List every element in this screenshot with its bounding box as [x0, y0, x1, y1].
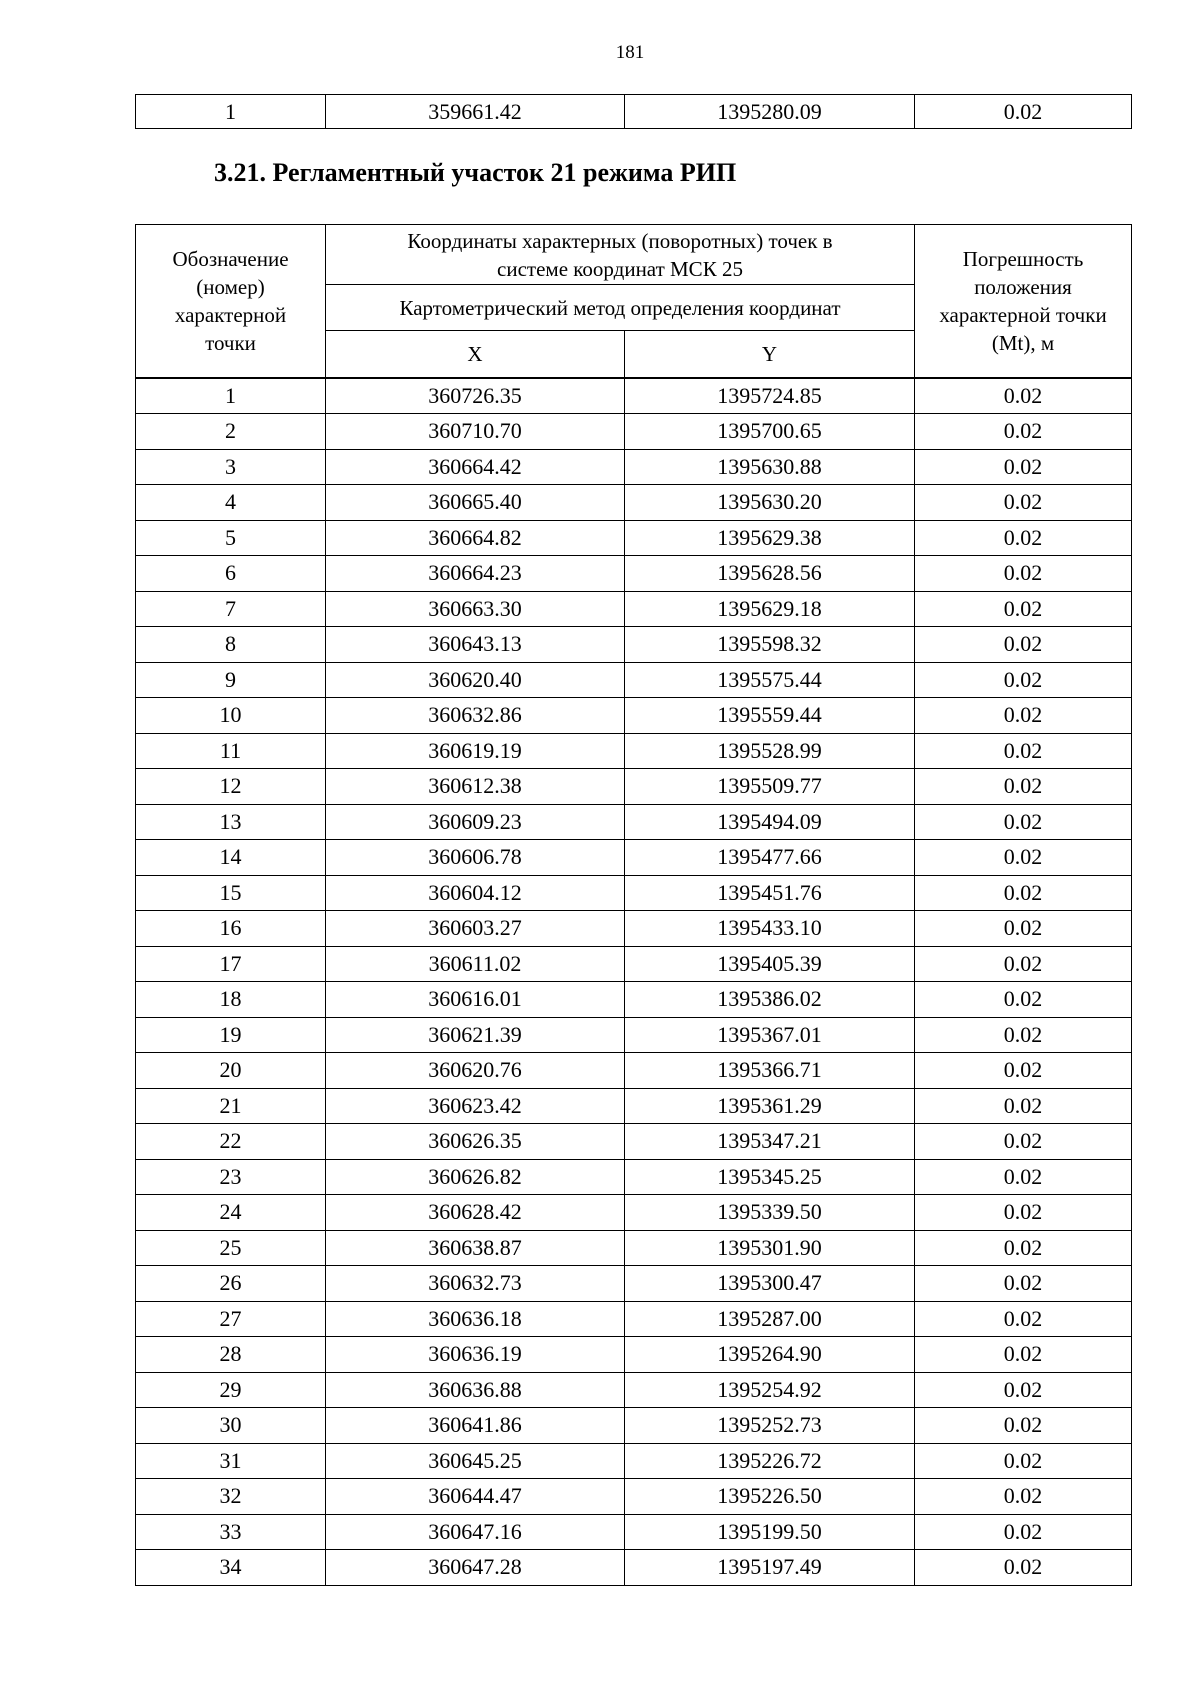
carry-over-table [135, 94, 1132, 129]
table-row [136, 414, 1132, 450]
y-cell: 1395226.50 [625, 1479, 915, 1515]
point-number-cell: 24 [136, 1195, 326, 1231]
y-cell: 1395264.90 [625, 1337, 915, 1373]
table-row [136, 1372, 1132, 1408]
x-cell: 360647.28 [326, 1550, 625, 1586]
point-number-cell: 13 [136, 804, 326, 840]
x-cell: 360638.87 [326, 1230, 625, 1266]
x-cell: 359661.42 [326, 95, 625, 129]
mt-cell: 0.02 [915, 1550, 1132, 1586]
table-row [136, 840, 1132, 876]
mt-cell: 0.02 [915, 627, 1132, 663]
x-cell: 360612.38 [326, 769, 625, 805]
point-number-cell: 34 [136, 1550, 326, 1586]
mt-cell: 0.02 [915, 1479, 1132, 1515]
mt-cell: 0.02 [915, 946, 1132, 982]
y-cell: 1395628.56 [625, 556, 915, 592]
table-row [136, 556, 1132, 592]
table-row [136, 1124, 1132, 1160]
table-row [136, 520, 1132, 556]
mt-cell: 0.02 [915, 1337, 1132, 1373]
table-row [136, 449, 1132, 485]
mt-cell: 0.02 [915, 591, 1132, 627]
x-cell: 360663.30 [326, 591, 625, 627]
table-row [136, 1301, 1132, 1337]
y-cell: 1395630.20 [625, 485, 915, 521]
point-number-cell: 29 [136, 1372, 326, 1408]
y-cell: 1395361.29 [625, 1088, 915, 1124]
coordinates-table [135, 224, 1132, 1586]
y-cell: 1395598.32 [625, 627, 915, 663]
point-number-cell: 1 [136, 378, 326, 414]
y-cell: 1395287.00 [625, 1301, 915, 1337]
point-number-cell: 15 [136, 875, 326, 911]
x-cell: 360636.18 [326, 1301, 625, 1337]
y-cell: 1395724.85 [625, 378, 915, 414]
y-cell: 1395575.44 [625, 662, 915, 698]
x-cell: 360726.35 [326, 378, 625, 414]
x-cell: 360628.42 [326, 1195, 625, 1231]
x-cell: 360644.47 [326, 1479, 625, 1515]
point-number-cell: 2 [136, 414, 326, 450]
table-row [136, 662, 1132, 698]
x-cell: 360643.13 [326, 627, 625, 663]
mt-cell: 0.02 [915, 698, 1132, 734]
x-cell: 360636.88 [326, 1372, 625, 1408]
table-row [136, 95, 1132, 129]
mt-cell: 0.02 [915, 1372, 1132, 1408]
mt-cell: 0.02 [915, 1443, 1132, 1479]
table-row [136, 911, 1132, 947]
y-cell: 1395347.21 [625, 1124, 915, 1160]
mt-cell: 0.02 [915, 875, 1132, 911]
y-cell: 1395629.38 [625, 520, 915, 556]
mt-cell: 0.02 [915, 804, 1132, 840]
table-row [136, 1443, 1132, 1479]
y-cell: 1395433.10 [625, 911, 915, 947]
header-x: X [326, 331, 625, 378]
y-cell: 1395301.90 [625, 1230, 915, 1266]
mt-cell: 0.02 [915, 911, 1132, 947]
point-number-cell: 19 [136, 1017, 326, 1053]
header-y: Y [625, 331, 915, 378]
table-row [136, 485, 1132, 521]
mt-cell: 0.02 [915, 1514, 1132, 1550]
header-coordinates-title [326, 225, 915, 285]
point-number-cell: 12 [136, 769, 326, 805]
x-cell: 360632.73 [326, 1266, 625, 1302]
x-cell: 360626.35 [326, 1124, 625, 1160]
mt-cell: 0.02 [915, 733, 1132, 769]
x-cell: 360620.76 [326, 1053, 625, 1089]
mt-cell: 0.02 [915, 1301, 1132, 1337]
y-cell: 1395367.01 [625, 1017, 915, 1053]
header-line: системе координат МСК 25 [497, 256, 743, 281]
point-number-cell: 31 [136, 1443, 326, 1479]
point-number-cell: 17 [136, 946, 326, 982]
point-number-cell: 10 [136, 698, 326, 734]
mt-cell: 0.02 [915, 662, 1132, 698]
y-cell: 1395252.73 [625, 1408, 915, 1444]
mt-cell: 0.02 [915, 95, 1132, 129]
mt-cell: 0.02 [915, 840, 1132, 876]
point-number-cell: 8 [136, 627, 326, 663]
x-cell: 360616.01 [326, 982, 625, 1018]
mt-cell: 0.02 [915, 1408, 1132, 1444]
point-number-cell: 1 [136, 95, 326, 129]
section-title: 3.21. Регламентный участок 21 режима РИП [214, 158, 737, 187]
mt-cell: 0.02 [915, 485, 1132, 521]
header-line: характерной точки [939, 302, 1107, 327]
header-line: (номер) [196, 274, 265, 299]
mt-cell: 0.02 [915, 1266, 1132, 1302]
table-row [136, 1266, 1132, 1302]
mt-cell: 0.02 [915, 1053, 1132, 1089]
table-row [136, 1408, 1132, 1444]
y-cell: 1395339.50 [625, 1195, 915, 1231]
mt-cell: 0.02 [915, 449, 1132, 485]
table-row [136, 804, 1132, 840]
x-cell: 360641.86 [326, 1408, 625, 1444]
table-row [136, 1053, 1132, 1089]
mt-cell: 0.02 [915, 769, 1132, 805]
y-cell: 1395254.92 [625, 1372, 915, 1408]
table-row [136, 378, 1132, 414]
y-cell: 1395226.72 [625, 1443, 915, 1479]
header-error [915, 225, 1132, 378]
y-cell: 1395528.99 [625, 733, 915, 769]
x-cell: 360606.78 [326, 840, 625, 876]
mt-cell: 0.02 [915, 1124, 1132, 1160]
point-number-cell: 25 [136, 1230, 326, 1266]
table-row [136, 1479, 1132, 1515]
mt-cell: 0.02 [915, 378, 1132, 414]
x-cell: 360636.19 [326, 1337, 625, 1373]
header-line: Координаты характерных (поворотных) точек в [407, 228, 833, 253]
y-cell: 1395700.65 [625, 414, 915, 450]
y-cell: 1395280.09 [625, 95, 915, 129]
y-cell: 1395345.25 [625, 1159, 915, 1195]
x-cell: 360604.12 [326, 875, 625, 911]
table-row [136, 1159, 1132, 1195]
point-number-cell: 14 [136, 840, 326, 876]
mt-cell: 0.02 [915, 556, 1132, 592]
point-number-cell: 16 [136, 911, 326, 947]
x-cell: 360603.27 [326, 911, 625, 947]
y-cell: 1395197.49 [625, 1550, 915, 1586]
x-cell: 360611.02 [326, 946, 625, 982]
x-cell: 360664.23 [326, 556, 625, 592]
y-cell: 1395386.02 [625, 982, 915, 1018]
x-cell: 360626.82 [326, 1159, 625, 1195]
y-cell: 1395477.66 [625, 840, 915, 876]
table-row [136, 1514, 1132, 1550]
x-cell: 360645.25 [326, 1443, 625, 1479]
table-row [136, 769, 1132, 805]
mt-cell: 0.02 [915, 414, 1132, 450]
header-line: Погрешность [962, 246, 1084, 271]
mt-cell: 0.02 [915, 1195, 1132, 1231]
table-row [136, 733, 1132, 769]
header-method: Картометрический метод определения координат [326, 285, 915, 331]
point-number-cell: 33 [136, 1514, 326, 1550]
point-number-cell: 23 [136, 1159, 326, 1195]
header-point-designation [136, 225, 326, 378]
x-cell: 360632.86 [326, 698, 625, 734]
x-cell: 360621.39 [326, 1017, 625, 1053]
mt-cell: 0.02 [915, 1017, 1132, 1053]
table-row [136, 946, 1132, 982]
mt-cell: 0.02 [915, 1230, 1132, 1266]
page-number: 181 [615, 42, 645, 63]
y-cell: 1395451.76 [625, 875, 915, 911]
y-cell: 1395199.50 [625, 1514, 915, 1550]
mt-cell: 0.02 [915, 520, 1132, 556]
point-number-cell: 9 [136, 662, 326, 698]
table-row [136, 1337, 1132, 1373]
point-number-cell: 4 [136, 485, 326, 521]
point-number-cell: 18 [136, 982, 326, 1018]
y-cell: 1395366.71 [625, 1053, 915, 1089]
mt-cell: 0.02 [915, 1088, 1132, 1124]
header-line: положения [974, 274, 1072, 299]
y-cell: 1395300.47 [625, 1266, 915, 1302]
point-number-cell: 32 [136, 1479, 326, 1515]
point-number-cell: 30 [136, 1408, 326, 1444]
point-number-cell: 6 [136, 556, 326, 592]
table-row [136, 1550, 1132, 1586]
point-number-cell: 3 [136, 449, 326, 485]
header-line: Обозначение [172, 246, 289, 271]
point-number-cell: 28 [136, 1337, 326, 1373]
mt-cell: 0.02 [915, 1159, 1132, 1195]
point-number-cell: 21 [136, 1088, 326, 1124]
point-number-cell: 7 [136, 591, 326, 627]
table-row [136, 698, 1132, 734]
point-number-cell: 5 [136, 520, 326, 556]
y-cell: 1395629.18 [625, 591, 915, 627]
point-number-cell: 22 [136, 1124, 326, 1160]
table-row [136, 875, 1132, 911]
y-cell: 1395405.39 [625, 946, 915, 982]
point-number-cell: 27 [136, 1301, 326, 1337]
point-number-cell: 26 [136, 1266, 326, 1302]
x-cell: 360664.82 [326, 520, 625, 556]
table-row [136, 1088, 1132, 1124]
table-row [136, 627, 1132, 663]
x-cell: 360665.40 [326, 485, 625, 521]
y-cell: 1395559.44 [625, 698, 915, 734]
point-number-cell: 11 [136, 733, 326, 769]
header-line: точки [205, 330, 256, 355]
x-cell: 360664.42 [326, 449, 625, 485]
y-cell: 1395630.88 [625, 449, 915, 485]
header-line: характерной [174, 302, 287, 327]
x-cell: 360647.16 [326, 1514, 625, 1550]
mt-cell: 0.02 [915, 982, 1132, 1018]
y-cell: 1395509.77 [625, 769, 915, 805]
table-row [136, 1230, 1132, 1266]
table-row [136, 1195, 1132, 1231]
x-cell: 360710.70 [326, 414, 625, 450]
table-row [136, 1017, 1132, 1053]
x-cell: 360609.23 [326, 804, 625, 840]
point-number-cell: 20 [136, 1053, 326, 1089]
x-cell: 360623.42 [326, 1088, 625, 1124]
x-cell: 360619.19 [326, 733, 625, 769]
header-line: (Mt), м [991, 330, 1055, 355]
table-row [136, 591, 1132, 627]
table-row [136, 982, 1132, 1018]
y-cell: 1395494.09 [625, 804, 915, 840]
x-cell: 360620.40 [326, 662, 625, 698]
